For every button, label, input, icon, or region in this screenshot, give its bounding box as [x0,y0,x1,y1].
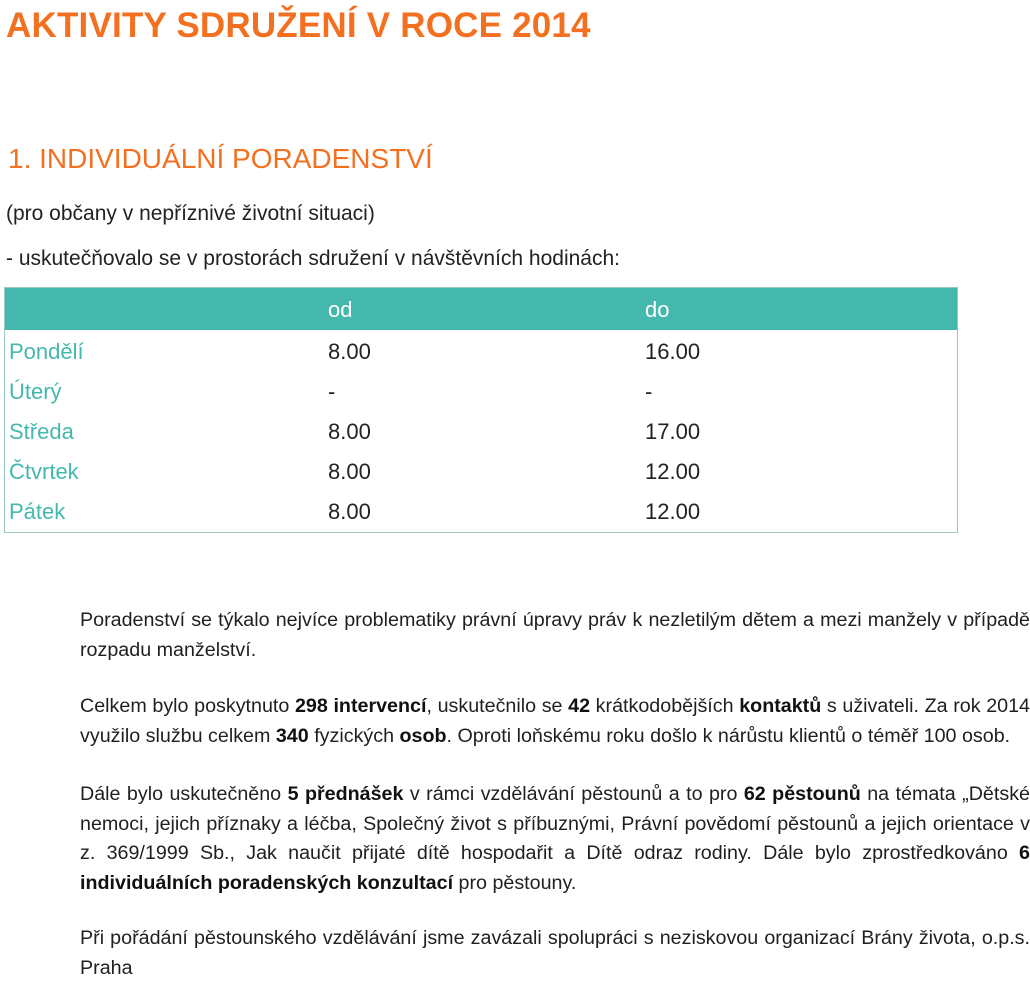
text-run: krátkodobějších [590,695,740,717]
bold-run: 42 [568,695,591,717]
day-label: Pondělí [9,339,84,364]
bold-run: 298 intervencí [294,695,427,717]
text-run: s uživateli. Za rok 2014 využilo službu celkem [80,695,1030,747]
text-run: Dále bylo uskutečněno [80,783,288,805]
from-time: - [328,379,336,404]
text-run: . Oproti loňskému roku došlo k nárůstu klientů o téměř 100 osob. [446,724,1011,747]
paragraph-statistics [6,692,1030,751]
bold-run: 62 pěstounů [743,783,861,805]
bold-run: 6 individuálních poradenských konzultací [80,842,1030,894]
column-header-do: do [645,297,670,322]
table-header-row [5,288,957,330]
bold-run: 340 [275,724,309,747]
bold-run: osob [399,724,447,747]
day-label: Středa [9,419,74,444]
paragraph-cooperation: Při pořádání pěstounského vzdělávání jsme zavázali spolupráci s neziskovou organizací Brány života, o.p.s. Praha [80,927,1030,979]
paragraph-topics: Poradenství se týkalo nejvíce problematiky právní úpravy práv k nezletilým dětem a mezi manžely v případě rozpadu manželství. [80,609,1030,661]
section-subtitle: (pro občany v nepříznivé životní situaci) [6,202,375,225]
to-time: 12.00 [645,499,701,524]
text-run: pro pěstouny. [453,871,577,894]
bold-run: kontaktů [739,695,822,717]
page-title: AKTIVITY SDRUŽENÍ V ROCE 2014 [6,6,591,45]
from-time: 8.00 [328,419,371,444]
day-label: Čtvrtek [9,459,79,484]
to-time: 17.00 [645,419,701,444]
text-run: Celkem bylo poskytnuto [80,695,295,717]
text-run: , Jak naučit přijaté dítě hospodařit a Dítě odraz rodiny. Dále bylo zprostředkováno [229,842,1020,864]
paragraph-lectures [6,780,1030,898]
day-label: Úterý [9,379,62,404]
bold-run: 5 přednášek [287,783,404,805]
column-header-od: od [328,297,353,322]
to-time: 12.00 [645,459,701,484]
day-label: Pátek [9,499,66,524]
text-run: fyzických [308,724,400,747]
section-intro: - uskutečňovalo se v prostorách sdružení v návštěvních hodinách: [6,247,621,270]
from-time: 8.00 [328,339,371,364]
from-time: 8.00 [328,459,371,484]
to-time: - [645,379,653,404]
to-time: 16.00 [645,339,701,364]
text-run: , uskutečnilo se [426,695,569,717]
office-hours-table [4,287,958,533]
text-run: v rámci vzdělávání pěstounů a to pro [403,783,744,805]
section-heading: 1. INDIVIDUÁLNÍ PORADENSTVÍ [8,143,433,174]
text-run: na témata „Dětské nemoci, jejich příznaky a léčba, Společný život s příbuznými, Právní povědomí pěstounů a jejich orientace v z. 369/1999 Sb. [80,783,1030,864]
from-time: 8.00 [328,499,371,524]
